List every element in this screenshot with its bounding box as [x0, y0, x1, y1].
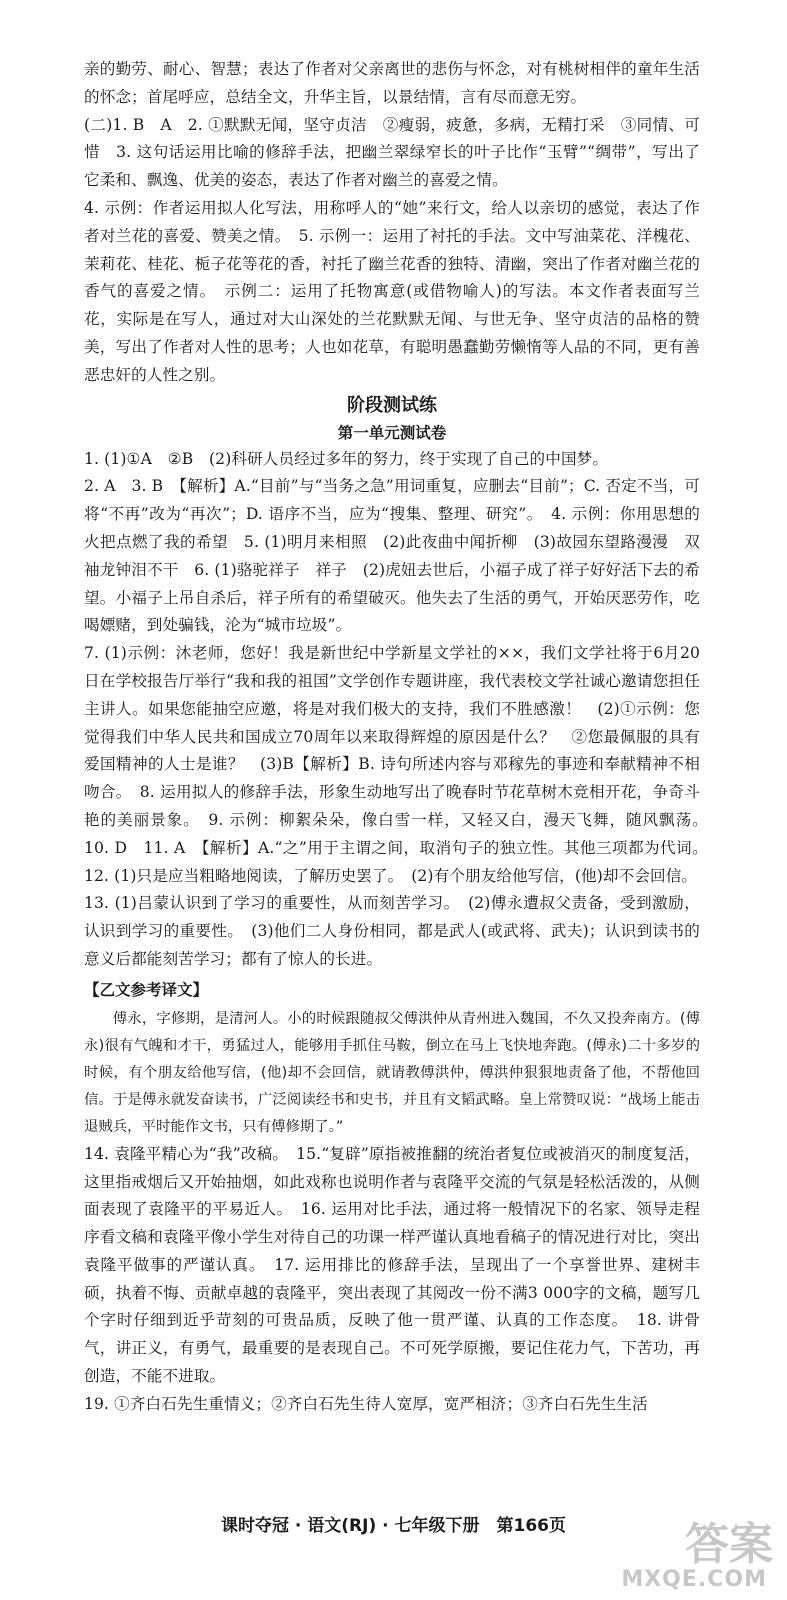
section-title: 阶段测试练	[347, 394, 437, 416]
translation-paragraph: 傅永，字修期，是清河人。小的时候跟随叔父傅洪仲从青州进入魏国，不久又投奔南方。(傅永)很有气魄和才干，勇猛过人，能够用手抓住马鞍，倒立在马上飞快地奔跑。(傅永)二十多岁的时候，有个朋友给他写信，(他)却不会回信，就请教傅洪仲，傅洪仲狠狠地责备了他，不帮他回信。于是傅永就发奋读书，广泛阅读经书和史书，并且有文韬武略。皇上常赞叹说：“战场上能击退贼兵，平时能作文书，只有傅修期了。”	[84, 1010, 700, 1135]
page-footer: 课时夺冠 · 语文(RJ) · 七年级下册 第166页	[220, 1516, 567, 1536]
answer-content	[84, 56, 716, 1419]
answer-paragraph: 1. (1)①A ②B (2)科研人员经过多年的努力，终于实现了自己的中国梦。	[84, 449, 609, 468]
watermark-site: MXQE.COM	[621, 1567, 767, 1592]
answer-paragraph: 2. A 3. B 【解析】A.“目前”与“当务之急”用词重复，应删去“目前”；C. 否定不当，可将“不再”改为“再次”；D. 语序不当，应为“搜集、整理、研究”。 4. 示例：你用思想的火把点燃了我的希望 5. (1)明月来相照 (2)此夜曲中闻折柳 (3)故园东望路漫漫 双袖龙钟泪不干 6. (1)骆驼祥子 祥子 (2)虎妞去世后，小福子成了祥子好好活下去的希望。小福子上吊自杀后，祥子所有的希望破灭。他失去了生活的勇气，开始厌恶劳作，吃喝嫖赌，到处骗钱，沦为“城市垃圾”。	[84, 477, 700, 635]
answer-paragraph: 13. (1)吕蒙认识到了学习的重要性，从而刻苦学习。 (2)傅永遭叔父责备，受到激励，认识到学习的重要性。 (3)他们二人身份相同，都是武人(或武将、武夫)；认识到读书的意义后都能刻苦学习；都有了惊人的长进。	[84, 894, 700, 968]
answer-paragraph: 7. (1)示例：沐老师，您好！我是新世纪中学新星文学社的××，我们文学社将于6月20日在学校报告厅举行“我和我的祖国”文学创作专题讲座，我代表校文学社诚心邀请您担任主讲人。如果您能抽空应邀，将是对我们极大的支持，我们不胜感激！ (2)①示例：您觉得我们中华人民共和国成立70周年以来取得辉煌的原因是什么？ ②您最佩服的具有爱国精神的人士是谁？ (3)B【解析】B. 诗句所述内容与邓稼先的事迹和奉献精神不相吻合。 8. 运用拟人的修辞手法，形象生动地写出了晚春时节花草树木竞相开花，争奇斗艳的美丽景象。 9. 示例：柳絮朵朵，像白雪一样，又轻又白，漫天飞舞，随风飘荡。 10. D 11. A 【解析】A.“之”用于主谓之间，取消句子的独立性。其他三项都为代词。 12. (1)只是应当粗略地阅读，了解历史罢了。 (2)有个朋友给他写信，(他)却不会回信。	[84, 644, 716, 885]
unit-test-title: 第一单元测试卷	[337, 423, 447, 442]
translation-heading: 【乙文参考译文】	[84, 980, 209, 999]
answer-paragraph: 14. 袁隆平精心为“我”改稿。 15.“复辟”原指被推翻的统治者复位或被消灭的制度复活，这里指戒烟后又开始抽烟，如此戏称也说明作者与袁隆平交流的气氛是轻松活泼的，从侧面表现了袁隆平的平易近人。 16. 运用对比手法，通过将一般情况下的名家、领导走程序看文稿和袁隆平像小学生对待自己的功课一样严谨认真地看稿子的情况进行对比，突出袁隆平做事的严谨认真。 17. 运用排比的修辞手法，呈现出了一个享誉世界、建树丰硕，执着不悔、贡献卓越的袁隆平，突出表现了其阅改一份不满3 000字的文稿，题写几个字时仔细到近乎苛刻的可贵品质，反映了他一贯严谨、认真的工作态度。 18. 讲骨气，讲正义，有勇气，最重要的是表现自己。不可死学原搬，要记住花力气，下苦功，再创造，不能不进取。	[84, 1144, 700, 1386]
watermark	[583, 1508, 773, 1596]
answer-paragraph: 亲的勤劳、耐心、智慧；表达了作者对父亲离世的悲伤与怀念，对有桃树相伴的童年生活的怀念；首尾呼应，总结全文，升华主旨，以景结情，言有尽而意无穷。	[84, 60, 700, 106]
answer-paragraph: 19. ①齐白石先生重情义；②齐白石先生待人宽厚，宽严相济；③齐白石先生生活	[84, 1394, 648, 1413]
answer-paragraph: 4. 示例：作者运用拟人化写法，用称呼人的“她”来行文，给人以亲切的感觉，表达了作者对兰花的喜爱、赞美之情。 5. 示例一：运用了衬托的手法。文中写油菜花、洋槐花、茉莉花、桂花、栀子花等花的香，衬托了幽兰花香的独特、清幽，突出了作者对幽兰花的香气的喜爱之情。 示例二：运用了托物寓意(或借物喻人)的写法。本文作者表面写兰花，实际是在写人，通过对大山深处的兰花默默无闻、与世无争、坚守贞洁的品格的赞美，写出了作者对人性的思考；人也如花草，有聪明愚蠢勤劳懒惰等人品的不同，更有善恶忠奸的人性之别。	[84, 198, 700, 384]
answer-paragraph: (二)1. B A 2. ①默默无闻，坚守贞洁 ②瘦弱，疲惫，多病，无精打采 ③同情、可惜 3. 这句话运用比喻的修辞手法，把幽兰翠绿窄长的叶子比作“玉臂”“绸带”，写出了它柔和、飘逸、优美的姿态，表达了作者对幽兰的喜爱之情。	[84, 115, 700, 190]
translation-block	[84, 1006, 700, 1141]
watermark-logo: 答案	[685, 1519, 773, 1570]
